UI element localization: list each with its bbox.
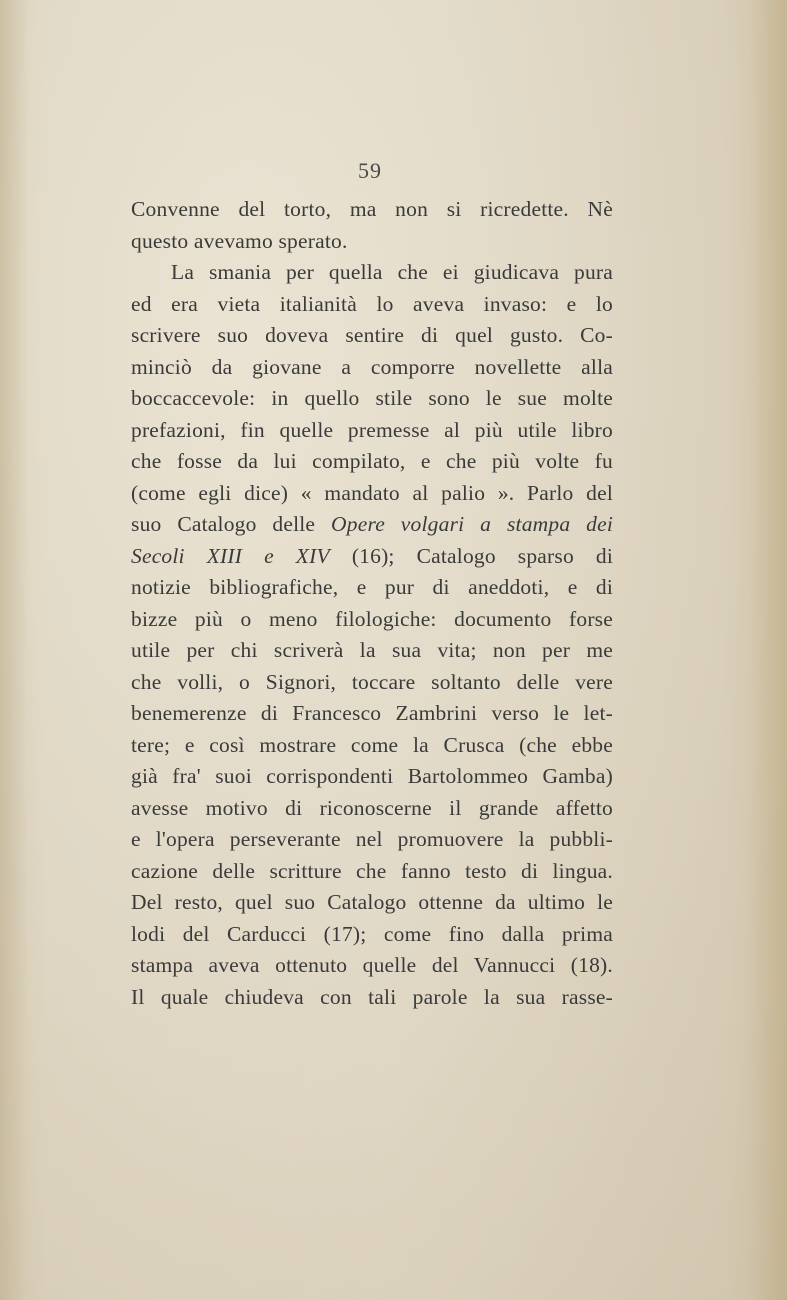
page-number: 59 [358,158,382,183]
text-line: che fosse da lui compilato, e che più volte fu [131,449,613,473]
text-line: utile per chi scriverà la sua vita; non per me [131,638,613,662]
text-line: prefazioni, fin quelle premesse al più utile libro [131,417,613,442]
text-line: boccaccevole: in quello stile sono le sue molte [131,386,613,410]
text-line: La smania per quella che ei giudicava pura [171,260,613,284]
text-line: suo Catalogo delle Opere volgari a stampa dei [131,512,614,536]
text-line: scrivere suo doveva sentire di quel gusto. Co- [131,323,613,347]
text-line: ed era vieta italianità lo aveva invaso: e lo [131,291,613,316]
text-line: avesse motivo di riconoscerne il grande affetto [131,795,613,820]
text-line: e l'opera perseverante nel promuovere la pubbli- [131,827,613,851]
text-line: Del resto, quel suo Catalogo ottenne da ultimo le [131,890,613,914]
text-line: che volli, o Signori, toccare soltanto delle vere [131,669,613,694]
text-line: tere; e così mostrare come la Crusca (che ebbe [131,732,613,757]
text-line: questo avevamo sperato. [131,228,348,253]
text-line: (come egli dice) « mandato al palio ». Parlo del [131,480,613,505]
page-left-edge-shading [0,0,28,1300]
text-line: lodi del Carducci (17); come fino dalla prima [131,921,613,946]
text-line: Il quale chiudeva con tali parole la sua rasse- [131,984,613,1009]
page-right-edge-shading [747,0,787,1300]
italic-title: Secoli XIII e XIV [131,543,330,568]
body-text [131,194,613,1013]
text-line: bizze più o meno filologiche: documento forse [131,606,613,631]
text-line: cazione delle scritture che fanno testo di lingua. [131,858,613,883]
text-line: Convenne del torto, ma non si ricredette. Nè [131,197,613,221]
text-line: minciò da giovane a comporre novellette alla [131,354,613,379]
italic-title: Opere volgari a stampa dei [331,512,614,536]
text-line: stampa aveva ottenuto quelle del Vannucci (18). [131,953,613,977]
text-line: già fra' suoi corrispondenti Bartolommeo Gamba) [131,764,613,788]
text-line: Secoli XIII e XIV (16); Catalogo sparso di [131,543,614,568]
text-line: benemerenze di Francesco Zambrini verso le let- [131,701,613,725]
text-line: notizie bibliografiche, e pur di aneddoti, e di [131,575,613,599]
